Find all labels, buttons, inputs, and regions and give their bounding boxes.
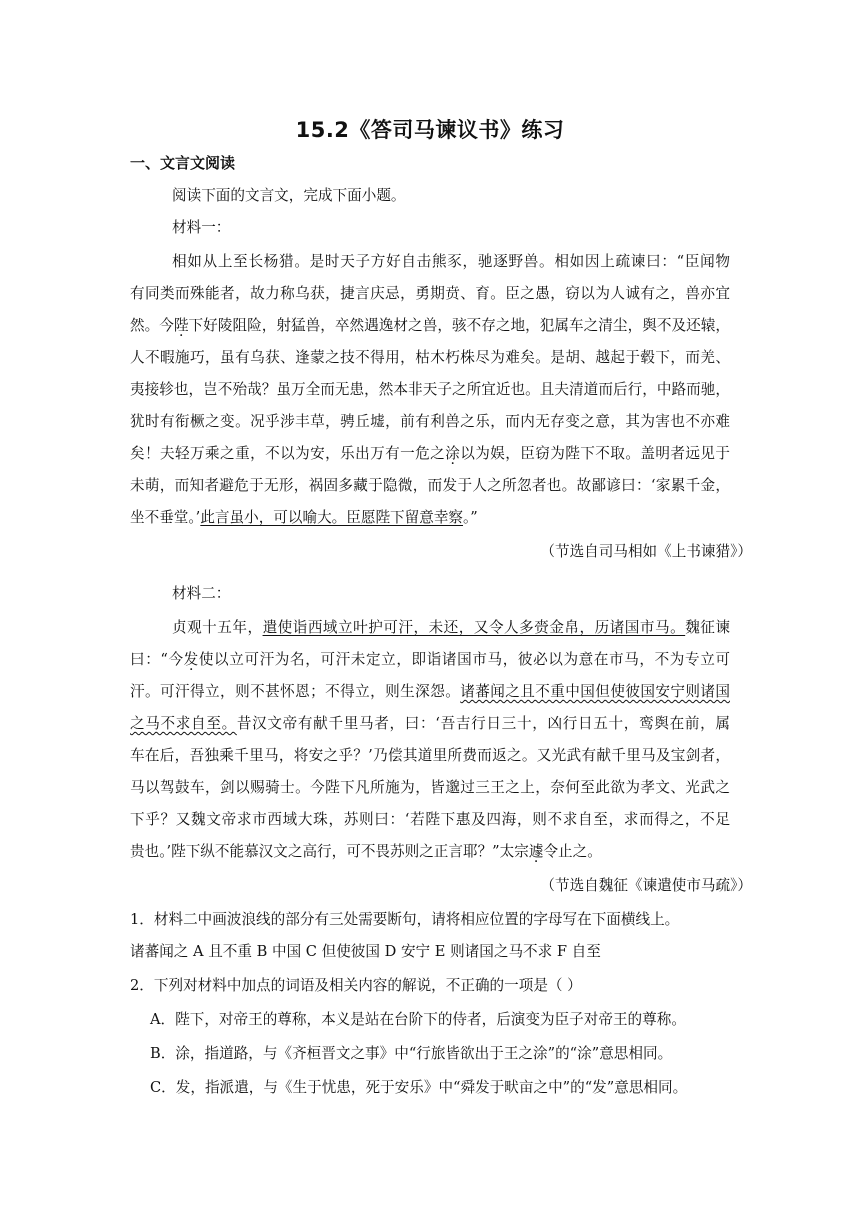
section-heading: 一、文言文阅读 bbox=[130, 154, 236, 172]
m2-line-8: 贵也。’陛下纵不能慕汉文之高行，可不畏苏则之正言耶？”太宗遽令止之。 bbox=[130, 843, 602, 860]
m1-line-5: 夷接轸也，岂不殆哉？虽万全而无患，然本非天子之所宜近也。且夫清道而后行，中路而驰， bbox=[130, 381, 730, 398]
m2-line-7: 下乎？又魏文帝求市西域大珠，苏则曰：‘若陛下惠及四海，则不求自至，求而得之，不足 bbox=[130, 811, 730, 828]
dotted-word-tu: 涂 bbox=[445, 445, 461, 462]
question-1-text: 诸蕃闻之 A 且不重 B 中国 C 但使彼国 D 安宁 E 则诸国之马不求 F 自至 bbox=[130, 943, 601, 960]
m2-line-1: 贞观十五年，遣使诣西域立叶护可汗，未还，又令人多赍金帛，历诸国市马。魏征谏 bbox=[172, 619, 730, 636]
question-2-option-b: B．涂，指道路，与《齐桓晋文之事》中“行旅皆欲出于王之涂”的“涂”意思相同。 bbox=[150, 1045, 673, 1062]
m1-line-6: 犹时有衔橛之变。况乎涉丰草，骋丘墟，前有利兽之乐，而内无存变之意，其为害也不亦难 bbox=[130, 413, 730, 430]
m1-line-1: 相如从上至长杨猎。是时天子方好自击熊豕，驰逐野兽。相如因上疏谏曰：“臣闻物 bbox=[172, 253, 730, 270]
m2-line-5: 车在后，吾独乘千里马，将安之乎？’乃偿其道里所费而返之。又光武有献千里马及宝剑者， bbox=[130, 747, 730, 764]
m1-source: （节选自司马相如《上书谏猎》） bbox=[540, 543, 752, 560]
m1-line-2: 有同类而殊能者，故力称乌获，捷言庆忌，勇期贲、育。臣之愚，窃以为人诚有之，兽亦宜 bbox=[130, 285, 730, 302]
question-1-stem: 1．材料二中画波浪线的部分有三处需要断句，请将相应位置的字母写在下面横线上。 bbox=[130, 911, 680, 928]
page-title: 15.2《答司马谏议书》练习 bbox=[295, 118, 565, 142]
m1-line-9: 坐不垂堂。’此言虽小，可以喻大。臣愿陛下留意幸察。” bbox=[130, 509, 478, 526]
m1-line-3: 然。今陛下好陵阻险，射猛兽，卒然遇逸材之兽，骇不存之地，犯属车之清尘，舆不及还辕， bbox=[130, 317, 730, 334]
underlined-sentence-2: 遣使诣西域立叶护可汗，未还，又令人多赍金帛，历诸国市马。 bbox=[262, 619, 686, 636]
m2-line-2: 曰：“今发使以立可汗为名，可汗未定立，即诣诸国市马，彼必以为意在市马，不为专立可 bbox=[130, 651, 730, 668]
question-2-option-a: A．陛下，对帝王的尊称，本义是站在台阶下的侍者，后演变为臣子对帝王的尊称。 bbox=[150, 1011, 686, 1028]
material-2-label: 材料二： bbox=[172, 585, 231, 602]
m2-source: （节选自魏征《谏遣使市马疏》） bbox=[540, 877, 752, 894]
question-2-stem: 2．下列对材料中加点的词语及相关内容的解说，不正确的一项是（ ） bbox=[130, 977, 582, 994]
wavy-underline-part-2: 之马不求自至。 bbox=[130, 715, 237, 732]
dotted-word-fa: 发 bbox=[183, 651, 199, 668]
m1-line-8: 未萌，而知者避危于无形，祸固多藏于隐微，而发于人之所忽者也。故鄙谚曰：‘家累千金， bbox=[130, 477, 730, 494]
m1-line-7: 矣！夫轻万乘之重，不以为安，乐出万有一危之涂以为娱，臣窃为陛下不取。盖明者远见于 bbox=[130, 445, 730, 462]
wavy-underline-part-1: 诸蕃闻之且不重中国但使彼国安宁则诸国 bbox=[460, 683, 730, 700]
m1-line-4: 人不暇施巧，虽有乌获、逢蒙之技不得用，枯木朽株尽为难矣。是胡、越起于毂下，而羌、 bbox=[130, 349, 730, 366]
underlined-sentence-1: 此言虽小，可以喻大。臣愿陛下留意幸察 bbox=[200, 509, 464, 526]
dotted-word-ju: 遽 bbox=[528, 843, 544, 860]
dotted-word-bixia: 陛 bbox=[173, 317, 189, 334]
m2-line-4: 之马不求自至。昔汉文帝有献千里马者，曰：‘吾吉行日三十，凶行日五十，鸾舆在前，属 bbox=[130, 715, 730, 732]
m2-line-3: 汗。可汗得立，则不甚怀恩；不得立，则生深怨。诸蕃闻之且不重中国但使彼国安宁则诸国 bbox=[130, 683, 730, 700]
question-2-option-c: C．发，指派遣，与《生于忧患，死于安乐》中“舜发于畎亩之中”的“发”意思相同。 bbox=[150, 1079, 688, 1096]
intro-text: 阅读下面的文言文，完成下面小题。 bbox=[172, 187, 406, 204]
material-1-label: 材料一： bbox=[172, 219, 231, 236]
m2-line-6: 马以驾鼓车，剑以赐骑士。今陛下凡所施为，皆邈过三王之上，奈何至此欲为孝文、光武之 bbox=[130, 779, 730, 796]
